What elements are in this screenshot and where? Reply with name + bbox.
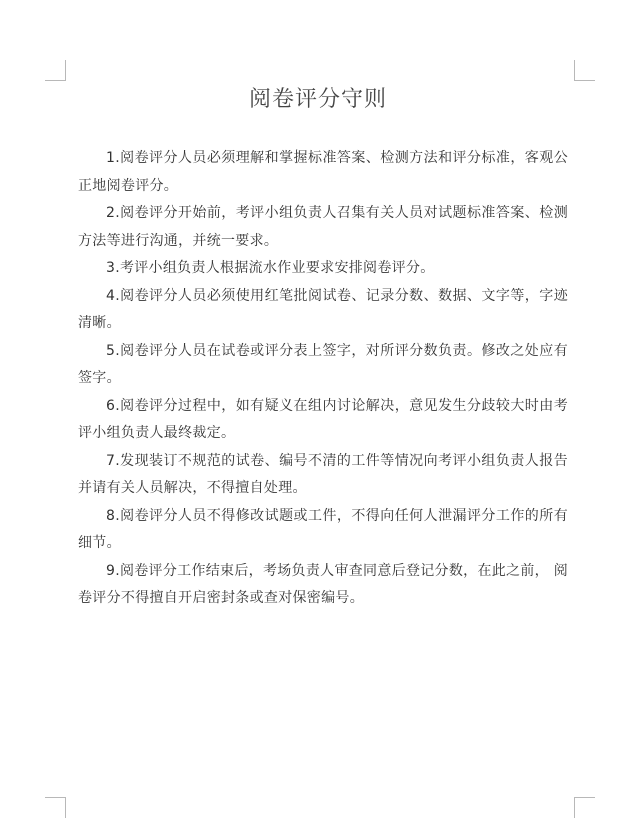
rule-item-8: 8.阅卷评分人员不得修改试题或工件，不得向任何人泄漏评分工作的所有细节。 <box>78 507 568 551</box>
rule-item-5: 5.阅卷评分人员在试卷或评分表上签字，对所评分数负责。修改之处应有签字。 <box>78 342 568 386</box>
rule-item-7: 7.发现装订不规范的试卷、编号不清的工件等情况向考评小组负责人报告并请有关人员解决，不得擅自处理。 <box>78 452 568 496</box>
document-title: 阅卷评分守则 <box>248 87 387 112</box>
rule-item-6: 6.阅卷评分过程中，如有疑义在组内讨论解决，意见发生分歧较大时由考评小组负责人最终裁定。 <box>78 397 568 441</box>
rules-list <box>78 145 568 613</box>
rule-item-3: 3.考评小组负责人根据流水作业要求安排阅卷评分。 <box>106 260 435 276</box>
rule-item-9: 9.阅卷评分工作结束后，考场负责人审查同意后登记分数，在此之前， 阅卷评分不得擅自开启密封条或查对保密编号。 <box>78 562 569 606</box>
crop-mark-top-right <box>574 60 595 81</box>
crop-mark-bottom-left <box>45 797 66 818</box>
rule-item-1: 1.阅卷评分人员必须理解和掌握标准答案、检测方法和评分标准，客观公正地阅卷评分。 <box>78 150 568 194</box>
rule-item-4: 4.阅卷评分人员必须使用红笔批阅试卷、记录分数、数据、文字等，字迹清晰。 <box>78 287 568 331</box>
crop-mark-bottom-right <box>574 797 595 818</box>
crop-mark-top-left <box>45 60 66 81</box>
rule-item-2: 2.阅卷评分开始前，考评小组负责人召集有关人员对试题标准答案、检测方法等进行沟通，并统一要求。 <box>78 205 568 249</box>
